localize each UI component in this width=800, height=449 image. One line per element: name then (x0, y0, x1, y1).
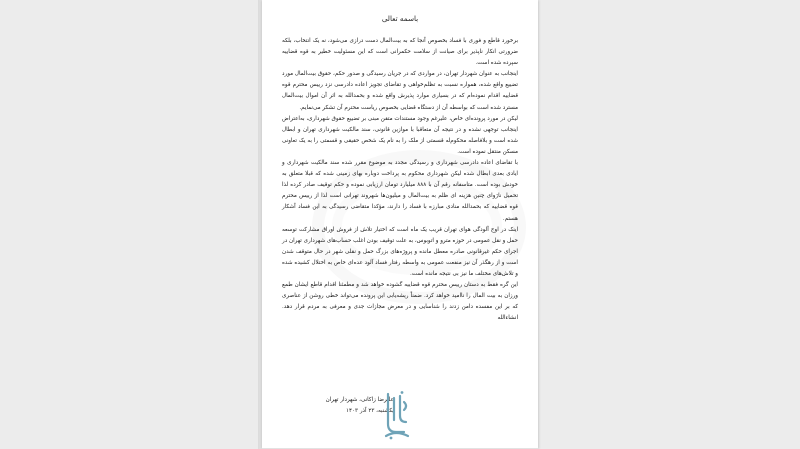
paragraph-1: برخورد قاطع و فوری با فساد بخصوص آنجا که به بیت‌المال دست درازی می‌شود، نه یک انتخاب، بلکه ضرورتی انکار ناپذیر برای صیانت از سلامت حکمرانی است که این مسئولیت خطیر به قوه قضاییه سپرده شده است. (282, 38, 518, 67)
letter-body (282, 36, 518, 324)
paragraph-4: با تقاضای اعاده دادرسی شهرداری و رسیدگی مجدد به موضوع مقرر شده سند مالکیت شهرداری و ایادی بعدی ابطال شده لیکن شهرداری محکوم به پرداخت دوباره بهای زمینی شده که قبلا متعلق به خودش بوده است. متاسفانه رقم آن با ۸۸۸ میلیارد تومان ارزیابی نموده و حکم توقیف صادر کرده لذا تحمیل نارَوای چنین هزینه ای ظلم به بیت‌المال و میلیون‌ها شهروند تهرانی است لذا از رییس محترم قوه قضاییه که بحمدالله منادی مبارزه با فساد را دارند، مؤکدا متقاضی رسیدگی به این فساد آشکار هستم. (282, 160, 518, 222)
signatory-name: علیرضا زاکانی، شهردار تهران (325, 397, 394, 403)
letter-page (262, 0, 538, 449)
tehran-municipality-logo-icon (382, 390, 410, 442)
letter-header: باسمه تعالی (381, 14, 419, 23)
paragraph-2: اینجانب به عنوان شهردار تهران، در مواردی که در جریان رسیدگی و صدور حکم، حقوق بیت‌المال مورد تضییع واقع شده، همواره نسبت به تظلم‌خواهی و تقاضای تجویز اعاده دادرسی نزد رییس محترم قوه قضاییه اقدام نموده‌ام که در بسیاری موارد پذیرش واقع شده و بحمدالله به اثر آن اموال بیت‌المال مسترد شده است که بواسطه آن از دستگاه قضایی بخصوص ریاست محترم آن تشکر می‌نمایم. (282, 71, 518, 111)
letter-date: یکشنبه، ۲۳ آذر ۱۴۰۳ (346, 408, 394, 414)
signature-block (284, 395, 394, 417)
paragraph-5: اینک در اوج آلودگی هوای تهران قریب یک ماه است که اختیار تلاش از فروش اوراق مشارکت توسعه حمل و نقل عمومی در حوزه مترو و اتوبوس، به علت توقیف بودن اغلب حساب‌های شهرداری تهران در اجرای حکم غیرقانونی صادره معطل مانده و پروژه‌های بزرگ حمل و نقلی شهر در حال متوقف شدن است و از رهگذر آن نیز منفعت عمومی به واسطه رفتار فساد آلود عده‌ای خاص به اختلال کشیده شده و تلاش‌های مختلف ما نیز بی نتیجه مانده است. (282, 226, 518, 277)
paragraph-6: این گره فقط به دستان رییس محترم قوه قضاییه گشوده خواهد شد و مطمئنا اقدام قاطع ایشان طمع ورزان به بیت المال را ناامید خواهد کرد. ضمناً ریشه‌یابی این پرونده می‌تواند خطی روشن از عناصری که بر این مفسده دامن زدند را شناسایی و در معرض مجازات جدی و معرفی به مردم قرار دهد. انشاءالله (282, 282, 518, 322)
paragraph-3: لیکن در مورد پرونده‌ای خاص، علیرغم وجود مستندات متقن مبنی بر تضییع حقوق شهرداری، به‌اعتراض اینجانب توجهی نشده و در نتیجه آن متعاقبا با موازین قانونی، سند مالکیت شهرداری تهران و ابطال شده است و بلافاصله محکوم‌له قسمتی از ملک را به نام یک شخص حقیقی و قسمتی را به یک تعاونی مسکن منتقل نموده است. (282, 115, 518, 155)
